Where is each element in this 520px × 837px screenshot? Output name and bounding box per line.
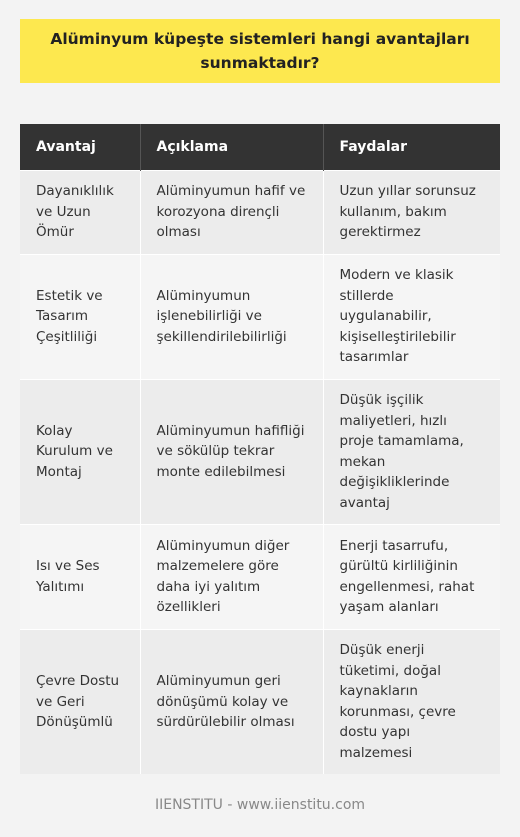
table-row — [20, 170, 500, 254]
cell-faydalar: Modern ve klasik stillerde uygulanabilir, kişiselleştirilebilir tasarımlar — [323, 254, 500, 379]
cell-aciklama: Alüminyumun hafif ve korozyona dirençli olması — [140, 170, 323, 254]
cell-aciklama: Alüminyumun işlenebilirliği ve şekillendirilebilirliği — [140, 254, 323, 379]
header-aciklama: Açıklama — [140, 124, 323, 170]
cell-faydalar: Düşük enerji tüketimi, doğal kaynakların korunması, çevre dostu yapı malzemesi — [323, 629, 500, 774]
table-row — [20, 524, 500, 629]
cell-avantaj: Isı ve Ses Yalıtımı — [20, 524, 140, 629]
title-banner — [20, 19, 500, 83]
page-title: Alüminyum küpeşte sistemleri hangi avantajları sunmaktadır? — [50, 30, 470, 72]
cell-faydalar: Enerji tasarrufu, gürültü kirliliğinin engellenmesi, rahat yaşam alanları — [323, 524, 500, 629]
header-faydalar: Faydalar — [323, 124, 500, 170]
cell-aciklama: Alüminyumun diğer malzemelere göre daha iyi yalıtım özellikleri — [140, 524, 323, 629]
cell-avantaj: Kolay Kurulum ve Montaj — [20, 379, 140, 524]
header-avantaj: Avantaj — [20, 124, 140, 170]
table-row — [20, 629, 500, 774]
cell-aciklama: Alüminyumun geri dönüşümü kolay ve sürdürülebilir olması — [140, 629, 323, 774]
table-header-row — [20, 124, 500, 170]
cell-faydalar: Uzun yıllar sorunsuz kullanım, bakım gerektirmez — [323, 170, 500, 254]
advantages-table — [20, 124, 500, 774]
cell-aciklama: Alüminyumun hafifliği ve sökülüp tekrar monte edilebilmesi — [140, 379, 323, 524]
table-row — [20, 379, 500, 524]
cell-avantaj: Çevre Dostu ve Geri Dönüşümlü — [20, 629, 140, 774]
cell-avantaj: Dayanıklılık ve Uzun Ömür — [20, 170, 140, 254]
cell-faydalar: Düşük işçilik maliyetleri, hızlı proje tamamlama, mekan değişikliklerinde avantaj — [323, 379, 500, 524]
cell-avantaj: Estetik ve Tasarım Çeşitliliği — [20, 254, 140, 379]
table-row — [20, 254, 500, 379]
footer-credit: IIENSTITU - www.iienstitu.com — [154, 797, 366, 813]
